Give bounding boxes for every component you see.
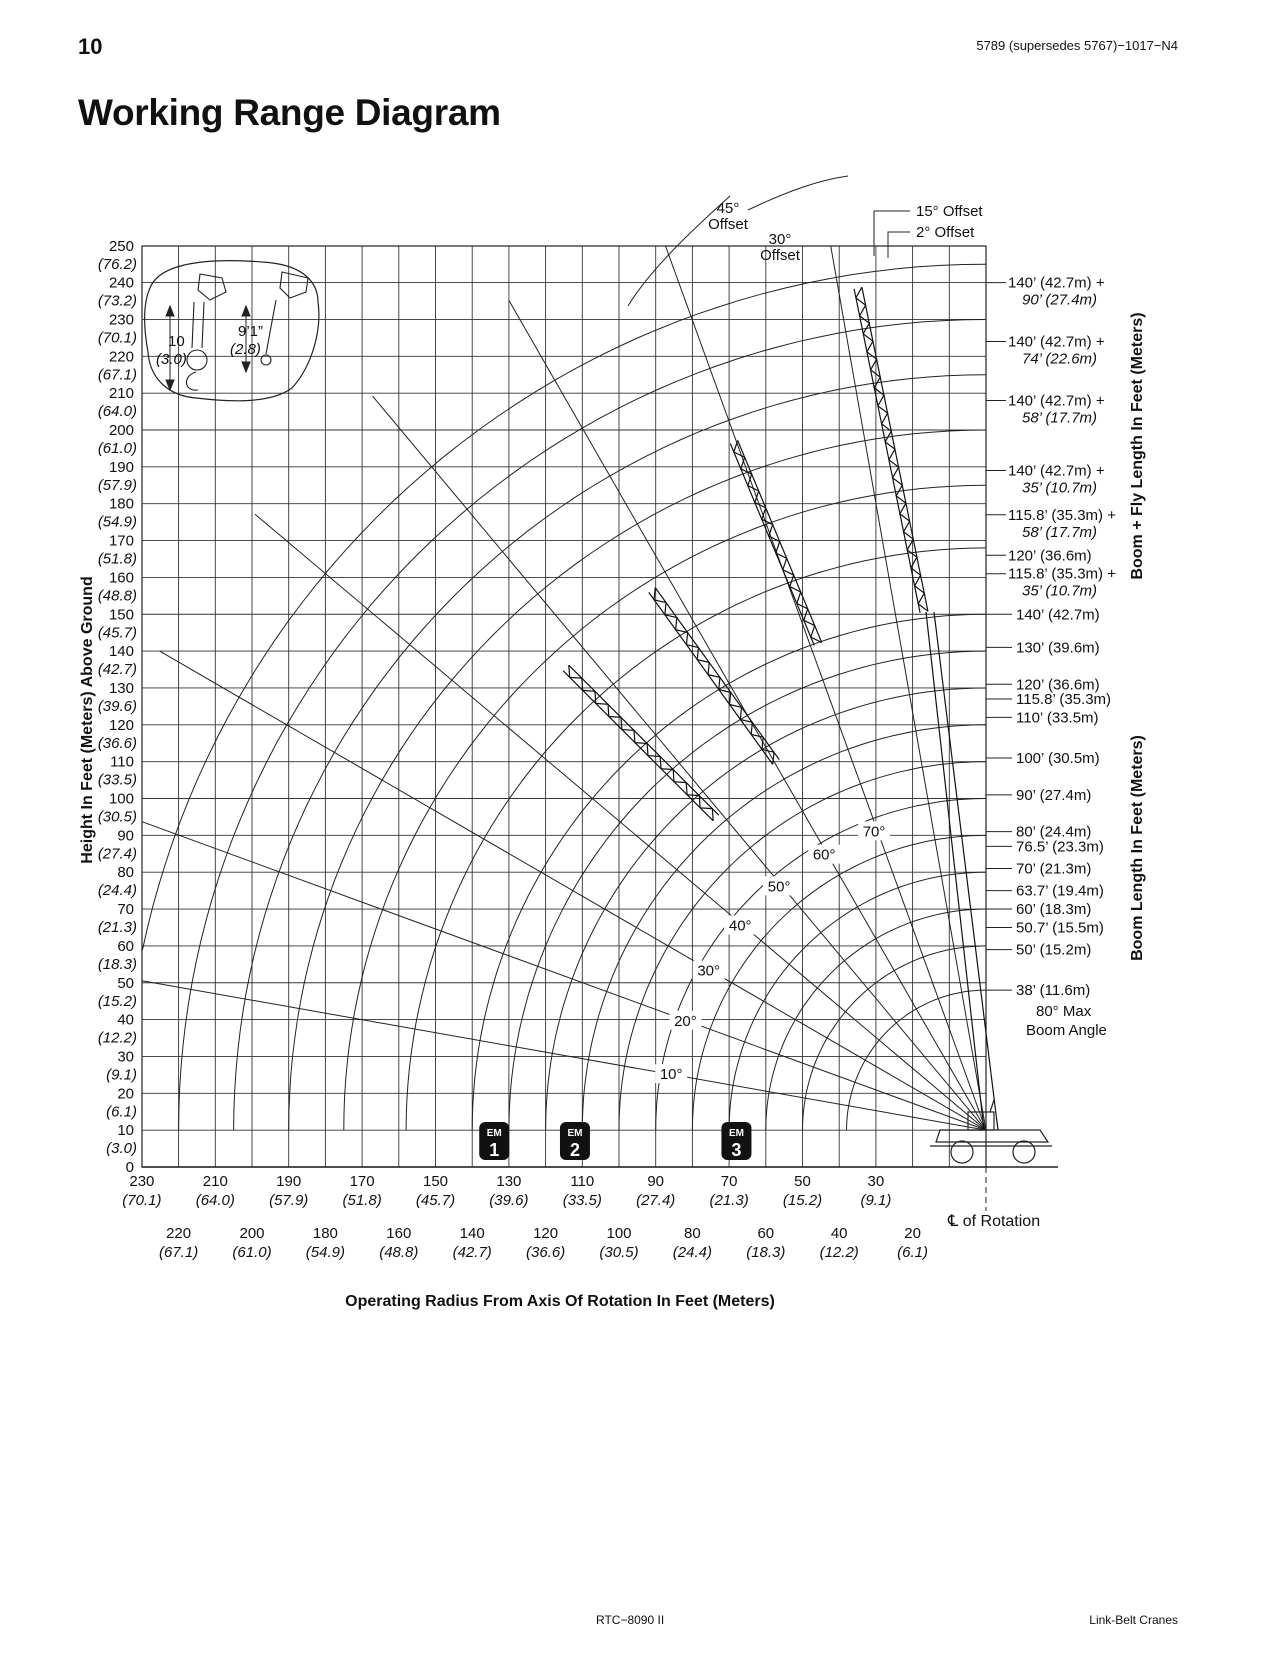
boom-angle-label: 70°	[862, 823, 886, 841]
footer-model: RTC−8090 II	[596, 1613, 665, 1627]
x-tick-m: (61.0)	[232, 1244, 272, 1261]
y-tick-m: (24.4)	[97, 882, 137, 900]
x-tick-m: (30.5)	[599, 1244, 639, 1261]
y-tick-m: (76.2)	[97, 255, 137, 273]
boom-length-label: 80’ (24.4m)	[1016, 823, 1092, 841]
x-tick-m: (24.4)	[672, 1244, 712, 1261]
x-tick-m: (15.2)	[782, 1192, 823, 1209]
x-tick-m: (57.9)	[269, 1192, 309, 1209]
y-tick-m: (18.3)	[97, 955, 137, 973]
max-angle-label: 80° Max	[1036, 1003, 1092, 1020]
y-tick-m: (12.2)	[97, 1029, 137, 1047]
y-tick-m: (57.9)	[97, 476, 137, 494]
x-tick-m: (67.1)	[159, 1244, 199, 1261]
boom-drawings	[563, 287, 998, 1130]
y-tick-ft: 40	[117, 1011, 134, 1029]
fly-boom-fly-upper	[730, 440, 821, 645]
x-tick-ft: 180	[312, 1225, 338, 1242]
x-axis-title: Operating Radius From Axis Of Rotation In Feet (Meters)	[345, 1293, 775, 1310]
boom-angle-label: 30°	[697, 962, 721, 980]
hook-block-main-icon	[186, 274, 226, 390]
x-tick-m: (70.1)	[122, 1192, 162, 1209]
x-tick-ft: 80	[684, 1225, 701, 1242]
offset-45-label: 45°	[716, 200, 740, 217]
inset-dim1-m: (3.0)	[156, 351, 187, 368]
fly-boom-label-m: 58’ (17.7m)	[1022, 409, 1098, 427]
offset-30-label: 30°	[768, 231, 792, 248]
offset-15-label: 15° Offset	[916, 203, 983, 220]
x-tick-ft: 140	[459, 1225, 485, 1242]
boom-length-label: 90’ (27.4m)	[1016, 786, 1092, 804]
x-tick-m: (12.2)	[819, 1244, 859, 1261]
y-tick-m: (30.5)	[97, 808, 137, 826]
y-tick-m: (64.0)	[97, 403, 137, 421]
boom-arcs	[142, 264, 986, 1130]
svg-text:2: 2	[569, 1140, 580, 1160]
offset-45-arrow	[628, 196, 730, 306]
x-tick-m: (6.1)	[897, 1244, 929, 1261]
fly-boom-label-m: 35’ (10.7m)	[1022, 582, 1098, 600]
y-tick-m: (48.8)	[97, 587, 137, 605]
y-tick-ft: 90	[117, 827, 134, 845]
y-tick-ft: 250	[108, 237, 134, 255]
boom-length-label: 63.7’ (19.4m)	[1016, 882, 1104, 900]
boom-length-arc	[142, 264, 986, 950]
y-tick-ft: 80	[117, 864, 134, 882]
y-tick-m: (51.8)	[97, 550, 137, 568]
boom-angle-label: 10°	[659, 1066, 683, 1084]
footer-brand: Link-Belt Cranes	[1089, 1613, 1178, 1627]
crane-carrier-icon	[930, 1100, 1052, 1163]
boom-length-label: 140’ (42.7m)	[1016, 606, 1100, 624]
y-tick-m: (61.0)	[97, 440, 137, 457]
x-tick-m: (54.9)	[305, 1244, 345, 1261]
x-tick-m: (9.1)	[860, 1192, 892, 1209]
boom-angle-label: 60°	[812, 846, 836, 864]
y-tick-ft: 70	[117, 901, 134, 919]
boom-length-label: 100’ (30.5m)	[1016, 749, 1100, 767]
boom-angle-ray	[160, 651, 986, 1130]
fly-boom-label: 115.8’ (35.3m) +	[1008, 506, 1116, 524]
boom-angle-label: 50°	[767, 878, 791, 896]
y-tick-ft: 180	[108, 495, 134, 513]
x-tick-m: (39.6)	[489, 1192, 529, 1209]
x-tick-m: (27.4)	[636, 1192, 676, 1209]
y-tick-ft: 220	[108, 348, 134, 366]
y-tick-ft: 20	[117, 1085, 134, 1103]
x-tick-ft: 210	[202, 1173, 228, 1190]
fly-boom-label-m: 90’ (27.4m)	[1022, 291, 1098, 309]
page-number: 10	[78, 34, 103, 59]
x-tick-m: (33.5)	[562, 1192, 602, 1209]
fly-boom-label: 140’ (42.7m) +	[1008, 333, 1105, 351]
x-tick-ft: 170	[349, 1173, 375, 1190]
fly-boom-label: 140’ (42.7m) +	[1008, 274, 1105, 292]
em-badge	[721, 1122, 751, 1160]
y-tick-ft: 50	[117, 974, 134, 992]
y-tick-m: (15.2)	[97, 992, 137, 1010]
x-tick-ft: 40	[830, 1225, 848, 1242]
y-tick-m: (70.1)	[97, 329, 137, 347]
boom-length-label: 50’ (15.2m)	[1016, 941, 1092, 959]
boom-length-label: 38’ (11.6m)	[1016, 982, 1091, 1000]
x-tick-m: (48.8)	[379, 1244, 419, 1261]
y-tick-ft: 230	[108, 311, 134, 329]
y-tick-m: (36.6)	[97, 734, 137, 752]
svg-text:3: 3	[731, 1140, 742, 1160]
y-tick-ft: 0	[125, 1159, 134, 1176]
y-tick-ft: 210	[108, 385, 134, 403]
x-tick-m: (45.7)	[415, 1192, 456, 1209]
y-tick-ft: 120	[108, 716, 134, 734]
fly-boom-label-m: 74’ (22.6m)	[1022, 350, 1098, 368]
y-tick-m: (33.5)	[97, 771, 137, 789]
y-tick-m: (3.0)	[106, 1140, 137, 1158]
y-tick-m: (67.1)	[97, 366, 137, 384]
y-tick-ft: 130	[108, 679, 134, 697]
x-tick-m: (21.3)	[709, 1192, 749, 1209]
svg-text:EM: EM	[486, 1128, 502, 1139]
fly-boom-label: 120’ (36.6m)	[1008, 547, 1092, 565]
y-tick-ft: 60	[117, 937, 134, 955]
boom-length-label: 120’ (36.6m)	[1016, 676, 1100, 694]
diagram-grid	[142, 246, 1058, 1211]
x-tick-ft: 20	[904, 1225, 921, 1242]
y-tick-m: (21.3)	[97, 919, 137, 937]
y-tick-m: (45.7)	[97, 624, 137, 642]
y-axis-title: Height In Feet (Meters) Above Ground	[79, 576, 96, 864]
inset-dim1-ft: 10	[168, 333, 185, 350]
y-tick-ft: 100	[108, 790, 134, 808]
y-tick-ft: 110	[110, 753, 134, 771]
y-tick-m: (42.7)	[97, 661, 137, 679]
y-tick-m: (73.2)	[97, 292, 137, 310]
boom-length-label: 130’ (39.6m)	[1016, 639, 1100, 657]
fly-boom-label-m: 58’ (17.7m)	[1022, 523, 1098, 541]
y-tick-ft: 140	[108, 643, 134, 661]
em-badge	[560, 1122, 590, 1160]
offset-30-label: Offset	[760, 247, 800, 264]
offset-2-label: 2° Offset	[916, 224, 975, 241]
x-tick-ft: 120	[533, 1225, 559, 1242]
hook-block-inset	[145, 261, 319, 401]
boom-length-label: 70’ (21.3m)	[1016, 860, 1092, 878]
x-tick-ft: 110	[570, 1173, 595, 1190]
svg-text:1: 1	[489, 1140, 500, 1160]
boom-angle-label: 20°	[674, 1012, 697, 1030]
y-tick-ft: 30	[117, 1048, 134, 1066]
fly-boom-label: 140’ (42.7m) +	[1008, 392, 1105, 410]
y-tick-ft: 10	[117, 1122, 134, 1140]
x-tick-m: (64.0)	[195, 1192, 235, 1209]
x-tick-ft: 160	[386, 1225, 412, 1242]
boom-length-label: 115.8’ (35.3m)	[1016, 691, 1112, 709]
svg-text:EM: EM	[567, 1128, 583, 1139]
inset-dim2-ft: 9’1”	[238, 323, 264, 340]
document-reference: 5789 (supersedes 5767)−1017−N4	[976, 38, 1178, 53]
x-tick-m: (18.3)	[746, 1244, 786, 1261]
x-tick-ft: 30	[867, 1173, 885, 1190]
x-tick-ft: 60	[757, 1225, 775, 1242]
rotation-label: ℄ of Rotation	[948, 1213, 1041, 1230]
offset-45-label: Offset	[708, 216, 748, 233]
y-tick-m: (9.1)	[106, 1066, 137, 1084]
x-tick-ft: 70	[720, 1173, 738, 1190]
x-tick-ft: 50	[794, 1173, 811, 1190]
boom-length-label: 60’ (18.3m)	[1016, 901, 1092, 919]
fly-boom-label-m: 35’ (10.7m)	[1022, 479, 1098, 497]
x-tick-ft: 220	[166, 1225, 192, 1242]
offset-arc-arrow	[748, 176, 848, 210]
x-tick-ft: 190	[276, 1173, 302, 1190]
y-tick-ft: 160	[108, 569, 134, 587]
fly-boom-label: 140’ (42.7m) +	[1008, 462, 1105, 480]
x-tick-ft: 100	[606, 1225, 632, 1242]
max-angle-label: Boom Angle	[1026, 1022, 1107, 1039]
right-axis-upper-title: Boom + Fly Length In Feet (Meters)	[1129, 312, 1146, 580]
hook-ball-icon	[261, 272, 308, 365]
y-tick-m: (6.1)	[106, 1103, 137, 1121]
em-badge	[479, 1122, 509, 1160]
x-tick-m: (36.6)	[526, 1244, 566, 1261]
offset-leader-lines	[874, 211, 910, 258]
y-tick-m: (39.6)	[97, 697, 137, 715]
inset-dim2-m: (2.8)	[230, 341, 261, 358]
y-tick-ft: 190	[108, 458, 134, 476]
x-tick-ft: 200	[239, 1225, 265, 1242]
y-tick-ft: 200	[108, 422, 134, 439]
boom-length-label: 110’ (33.5m)	[1016, 709, 1099, 727]
fly-boom-main	[854, 287, 928, 613]
boom-angle-label: 40°	[728, 917, 752, 935]
x-tick-ft: 150	[422, 1173, 449, 1190]
x-tick-ft: 230	[129, 1173, 155, 1190]
x-tick-ft: 130	[496, 1173, 522, 1190]
x-tick-m: (51.8)	[342, 1192, 382, 1209]
boom-angle-ray	[142, 822, 986, 1130]
y-tick-m: (54.9)	[97, 513, 137, 531]
main-boom-line	[926, 612, 984, 1130]
right-axis-lower-title: Boom Length In Feet (Meters)	[1129, 735, 1146, 961]
y-tick-ft: 150	[108, 606, 134, 624]
fly-boom-label: 115.8’ (35.3m) +	[1008, 565, 1116, 583]
y-tick-ft: 170	[108, 532, 134, 550]
x-tick-ft: 90	[647, 1173, 665, 1190]
y-tick-ft: 240	[108, 274, 134, 292]
y-tick-m: (27.4)	[97, 845, 137, 863]
boom-length-label: 50.7’ (15.5m)	[1016, 919, 1104, 937]
main-boom-line	[934, 612, 998, 1130]
page-title: Working Range Diagram	[78, 92, 501, 133]
svg-text:EM: EM	[728, 1128, 744, 1139]
x-tick-m: (42.7)	[452, 1244, 492, 1261]
boom-length-label: 76.5’ (23.3m)	[1016, 838, 1104, 856]
